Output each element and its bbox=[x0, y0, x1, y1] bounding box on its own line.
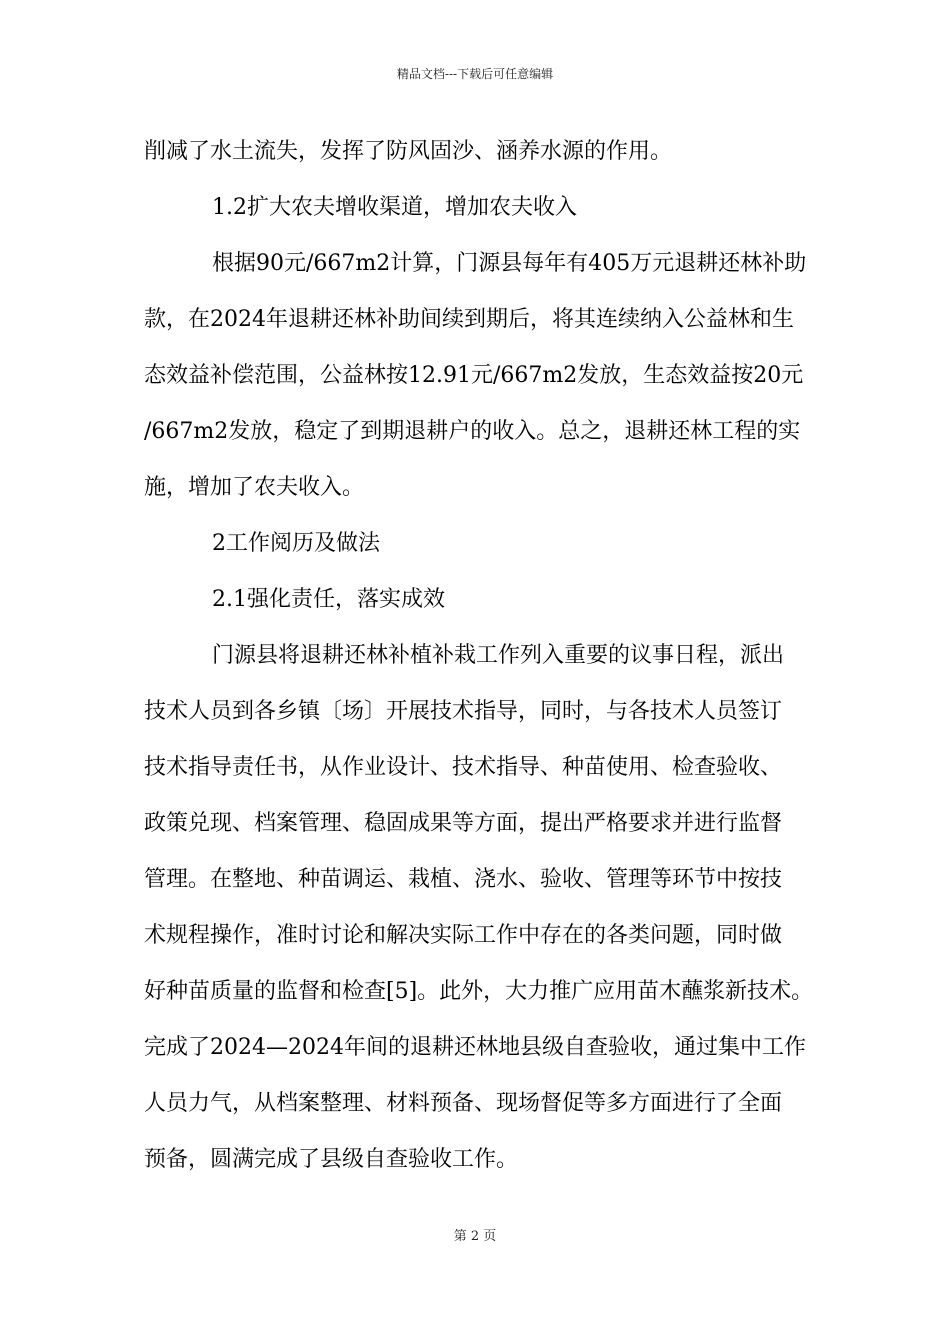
body-line: 削减了水土流失，发挥了防风固沙、涵养水源的作用。 bbox=[144, 139, 673, 164]
body-line: 门源县将退耕还林补植补栽工作列入重要的议事日程，派出 bbox=[212, 643, 785, 668]
body-line: 好种苗质量的监督和检查[5]。此外，大力推广应用苗木蘸浆新技术。 bbox=[144, 979, 814, 1004]
body-line: 政策兑现、档案管理、稳固成果等方面，提出严格要求并进行监督 bbox=[144, 811, 783, 836]
body-line: 根据90元/667m2计算，门源县每年有405万元退耕还林补助 bbox=[212, 251, 807, 276]
body-line: 完成了2024—2024年间的退耕还林地县级自查验收，通过集中工作 bbox=[144, 1035, 806, 1060]
body-line: /667m2发放，稳定了到期退耕户的收入。总之，退耕还林工程的实 bbox=[144, 419, 801, 444]
body-line: 技术人员到各乡镇〔场〕开展技术指导，同时，与各技术人员签订 bbox=[144, 699, 783, 724]
body-line: 态效益补偿范围，公益林按12.91元/667m2发放，生态效益按20元 bbox=[144, 363, 804, 388]
body-line: 术规程操作，准时讨论和解决实际工作中存在的各类问题，同时做 bbox=[144, 923, 783, 948]
body-line: 施，增加了农夫收入。 bbox=[144, 475, 365, 500]
body-line: 人员力气，从档案整理、材料预备、现场督促等多方面进行了全面 bbox=[144, 1091, 783, 1116]
body-line: 款，在2024年退耕还林补助间续到期后，将其连续纳入公益林和生 bbox=[144, 307, 794, 332]
section-heading: 1.2扩大农夫增收渠道，增加农夫收入 bbox=[212, 195, 577, 220]
body-line: 管理。在整地、种苗调运、栽植、浇水、验收、管理等环节中按技 bbox=[144, 867, 783, 892]
body-line: 预备，圆满完成了县级自查验收工作。 bbox=[144, 1147, 519, 1172]
page-header: 精品文档---下载后可任意编辑 bbox=[396, 67, 554, 81]
section-heading: 2工作阅历及做法 bbox=[212, 531, 380, 556]
section-heading: 2.1强化责任，落实成效 bbox=[212, 587, 445, 612]
body-line: 技术指导责任书，从作业设计、技术指导、种苗使用、检查验收、 bbox=[144, 755, 783, 780]
page-number: 第 2 页 bbox=[453, 1229, 497, 1244]
document-body bbox=[144, 127, 824, 1191]
